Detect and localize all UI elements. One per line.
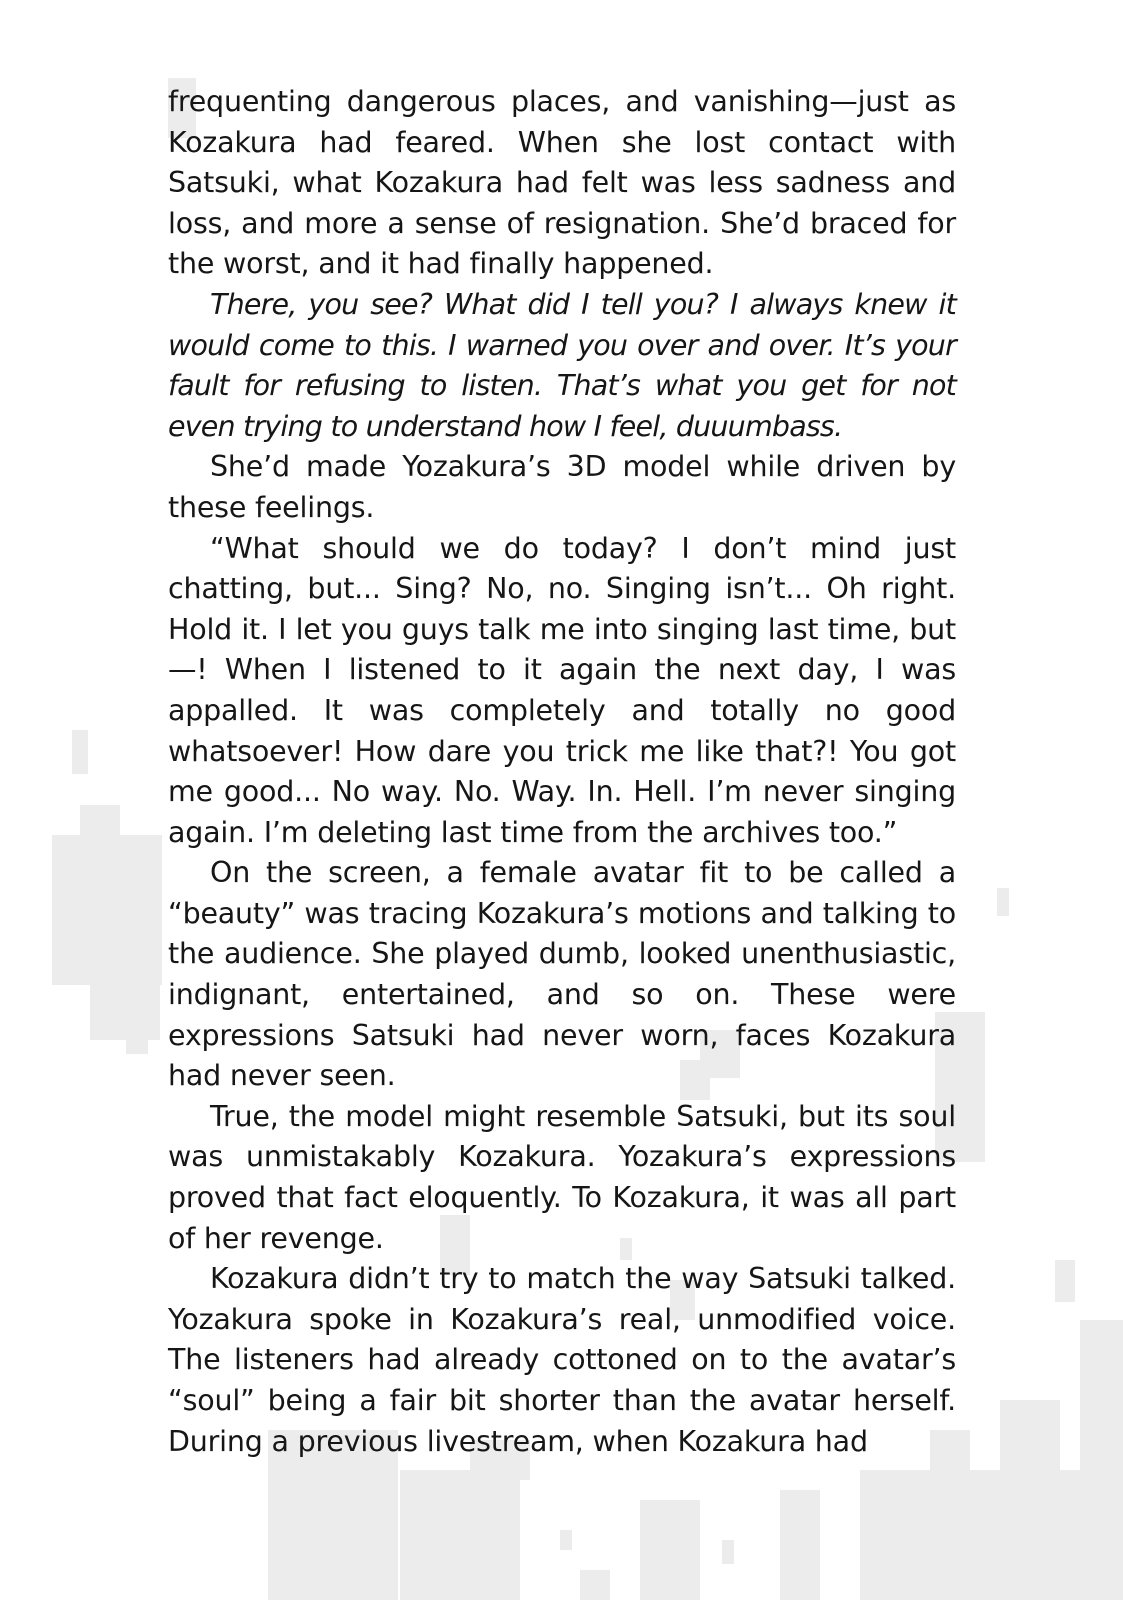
paragraph: True, the model might resemble Satsuki, but its soul was unmistakably Kozakura. Yozakura’s expressions proved that fact eloquently. To Kozakura, it was all part of her revenge.	[168, 1099, 956, 1255]
paragraph: She’d made Yozakura’s 3D model while driven by these feelings.	[168, 450, 956, 524]
page-body	[168, 82, 956, 1462]
paragraph-dialogue: “What should we do today? I don’t mind just chatting, but... Sing? No, no. Singing isn’t... Oh right. Hold it. I let you guys talk me into singing last time, but—! When I listened to it again the next day, I was appalled. It was completely and totally no good whatsoever! How dare you trick me like that?! You got me good... No way. No. Way. In. Hell. I’m never singing again. I’m deleting last time from the archives too.”	[168, 531, 956, 849]
paragraph-continuation: frequenting dangerous places, and vanishing—just as Kozakura had feared. When she lost contact with Satsuki, what Kozakura had felt was less sadness and loss, and more a sense of resignation. She’d braced for the worst, and it had finally happened.	[168, 85, 956, 281]
paragraph: On the screen, a female avatar fit to be called a “beauty” was tracing Kozakura’s motions and talking to the audience. She played dumb, looked unenthusiastic, indignant, entertained, and so on. These were expressions Satsuki had never worn, faces Kozakura had never seen.	[168, 856, 956, 1093]
paragraph: Kozakura didn’t try to match the way Satsuki talked. Yozakura spoke in Kozakura’s real, unmodified voice. The listeners had already cottoned on to the avatar’s “soul” being a fair bit shorter than the avatar herself. During a previous livestream, when Kozakura had	[168, 1262, 956, 1458]
paragraph-inner-thought: There, you see? What did I tell you? I always knew it would come to this. I warned you over and over. It’s your fault for refusing to listen. That’s what you get for not even trying to understand how I feel, duuumbass.	[168, 287, 956, 443]
